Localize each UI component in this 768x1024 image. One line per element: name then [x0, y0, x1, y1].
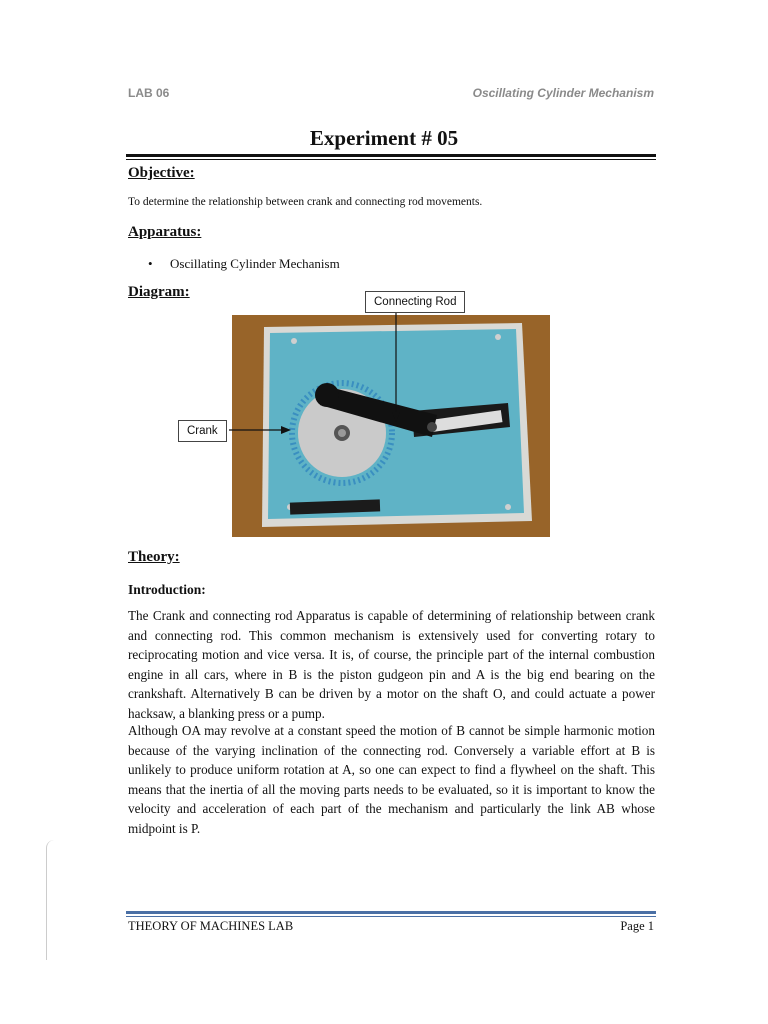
header-lab-title: Oscillating Cylinder Mechanism: [472, 86, 654, 100]
footer-rule-thin: [126, 916, 656, 917]
objective-heading: Objective:: [128, 165, 195, 181]
diagram-heading: Diagram:: [128, 284, 190, 300]
theory-paragraph-1: The Crank and connecting rod Apparatus is capable of determining of relationship between crank and connecting rod. This common mechanism is extensively used for converting rotary to reciprocating motion and vice versa. It is, of course, the principle part of the internal combustion engine in all cars, where in B is the piston gudgeon pin and A is the big end bearing on the crankshaft. Alternatively B can be driven by a motor on the shaft O, and could actuate a power hacksaw, a blanking press or a pump.: [128, 608, 655, 721]
bullet-icon: •: [148, 256, 153, 271]
page-edge-mark: [46, 840, 55, 960]
title-rule-thin: [126, 159, 656, 160]
connecting-rod-label: Connecting Rod: [365, 291, 465, 313]
footer-rule-thick: [126, 911, 656, 914]
footer-lab-name: THEORY OF MACHINES LAB: [128, 919, 294, 933]
page-title: Experiment # 05: [309, 126, 459, 150]
theory-heading: Theory:: [128, 549, 180, 565]
theory-paragraph-2: Although OA may revolve at a constant speed the motion of B cannot be simple harmonic motion because of the varying inclination of the connecting rod. Conversely a variable effort at B is unlikely to produce uniform rotation at A, so one can expect to find a flywheel on the shaft. This means that the inertia of all the moving parts needs to be evaluated, so it is important to know the velocity and acceleration of each part of the mechanism and particularly the link AB whose midpoint is P.: [128, 723, 655, 836]
crank-label: Crank: [178, 420, 227, 442]
title-rule-thick: [126, 154, 656, 157]
footer-page-number: Page 1: [620, 919, 654, 933]
apparatus-item: Oscillating Cylinder Mechanism: [170, 256, 340, 271]
apparatus-photo: [232, 315, 550, 537]
objective-text: To determine the relationship between crank and connecting rod movements.: [128, 196, 483, 208]
apparatus-heading: Apparatus:: [128, 224, 202, 240]
introduction-subheading: Introduction:: [128, 582, 206, 597]
header-lab-number: LAB 06: [128, 86, 170, 100]
